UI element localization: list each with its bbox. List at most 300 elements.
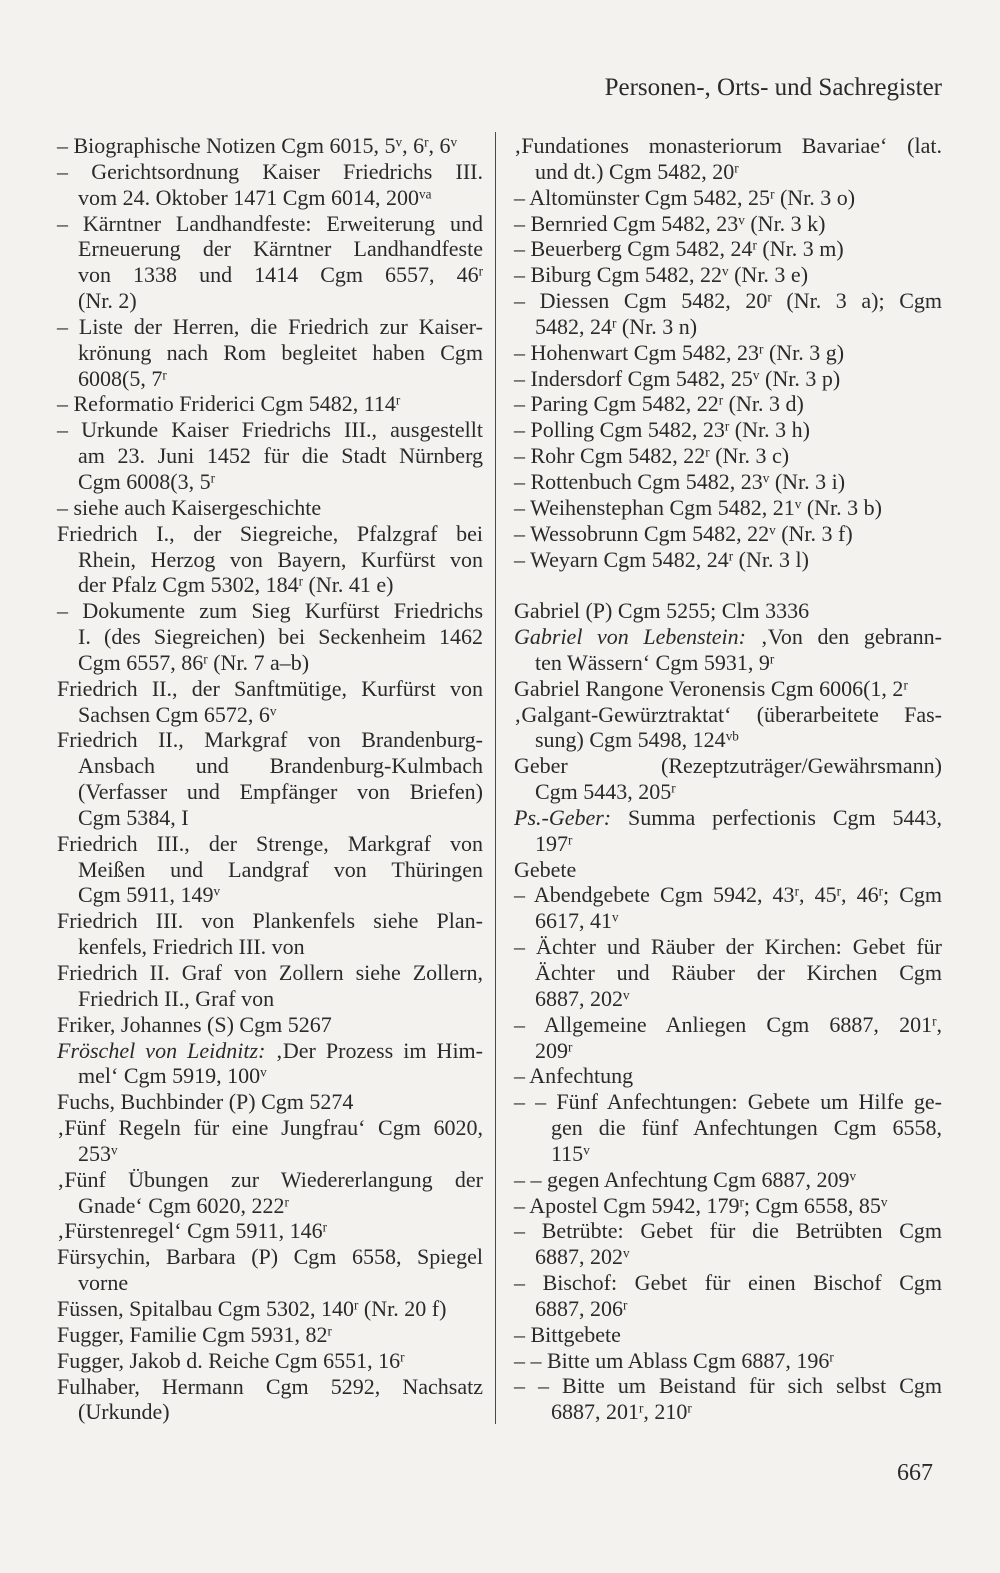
- line-text: 6008(5, 7: [78, 365, 163, 391]
- entry-line: [57, 1348, 483, 1374]
- folio-superscript: v: [450, 134, 458, 150]
- folio-superscript: r: [478, 263, 483, 279]
- line-text: ,: [936, 1011, 942, 1037]
- entry-line: [514, 211, 942, 237]
- line-text: ‚Fünf Regeln für eine Jungfrau‘ Cgm 6020,: [57, 1115, 483, 1141]
- line-text: (Nr. 3 l): [733, 546, 809, 572]
- line-text: – Bittgebete: [514, 1321, 621, 1347]
- entry-line: [514, 650, 942, 676]
- line-text: – Allgemeine Anliegen Cgm 6887, 201: [514, 1011, 933, 1037]
- entry-line: [514, 495, 942, 521]
- folio-superscript: r: [395, 392, 401, 408]
- entry-line: [57, 960, 483, 986]
- index-entry: [514, 133, 942, 185]
- folio-superscript: r: [671, 780, 676, 796]
- line-text: gen die fünf Anfechtungen Cgm 6558,: [551, 1115, 942, 1141]
- entry-line: [514, 262, 942, 288]
- line-text: Summa perfectionis Cgm 5443,: [611, 804, 942, 830]
- line-text: Sachsen Cgm 6572, 6: [78, 701, 270, 727]
- entry-line: [514, 1399, 942, 1425]
- entry-line: [514, 1348, 942, 1374]
- folio-superscript: v: [612, 909, 619, 925]
- line-text: (Nr. 3 g): [763, 339, 845, 365]
- folio-superscript: r: [728, 547, 734, 563]
- entry-line: [514, 417, 942, 443]
- index-subentry: [514, 1063, 942, 1089]
- entry-line: [514, 1193, 942, 1219]
- line-text: – Hohenwart Cgm 5482, 23: [514, 339, 760, 365]
- line-text: Füssen, Spitalbau Cgm 5302, 140: [57, 1295, 355, 1321]
- entry-line: [57, 702, 483, 728]
- index-entry: [514, 805, 942, 857]
- index-column-left: [57, 133, 483, 1425]
- line-text: I. (des Siegreichen) bei Seckenheim 1462: [78, 624, 483, 650]
- line-text: (Nr. 2): [78, 288, 137, 314]
- line-text: – Diessen Cgm 5482, 20: [514, 288, 768, 314]
- entry-line: [57, 366, 483, 392]
- index-subentry: [514, 547, 942, 573]
- line-text: Friker, Johannes (S) Cgm 5267: [57, 1011, 332, 1037]
- line-text: 6617, 41: [535, 908, 612, 934]
- entry-line: [57, 185, 483, 211]
- entry-line: [57, 986, 483, 1012]
- entry-line: [57, 236, 483, 262]
- folio-superscript: v: [213, 883, 221, 899]
- index-subentry: [514, 934, 942, 1012]
- folio-superscript: r: [298, 573, 303, 589]
- entry-line: [514, 1012, 942, 1038]
- index-entry: [57, 831, 483, 909]
- line-text: Friedrich II., Graf von: [78, 985, 275, 1011]
- index-subentry: [514, 391, 942, 417]
- index-entry: [57, 960, 483, 1012]
- entry-line: [514, 521, 942, 547]
- entry-line: [514, 469, 942, 495]
- index-subentry: [514, 469, 942, 495]
- line-text: sung) Cgm 5498, 124: [535, 727, 726, 753]
- entry-line: [514, 1218, 942, 1244]
- entry-line: [57, 1141, 483, 1167]
- entry-line: [514, 702, 942, 728]
- line-text: Erneuerung der Kärntner Landhandfeste: [78, 236, 483, 262]
- index-entry: [514, 598, 942, 624]
- entry-line: [57, 753, 483, 779]
- line-text: ‚Fundationes monasteriorum Bavariae‘ (lat.: [514, 133, 942, 158]
- entry-line: [514, 159, 942, 185]
- line-text: , 210: [643, 1399, 688, 1425]
- line-text: – Weihenstephan Cgm 5482, 21: [514, 494, 795, 520]
- folio-superscript: r: [903, 677, 908, 693]
- line-text: (Nr. 3 o): [774, 184, 856, 210]
- line-text: , 6: [402, 133, 425, 158]
- line-text: Ansbach und Brandenburg-Kulmbach: [78, 753, 483, 779]
- folio-superscript: r: [568, 832, 573, 848]
- entry-line: [57, 547, 483, 573]
- entry-line: [57, 1167, 483, 1193]
- entry-line: [514, 1322, 942, 1348]
- entry-line: [57, 1063, 483, 1089]
- entry-line: [57, 1038, 483, 1064]
- line-text: Meißen und Landgraf von Thüringen: [78, 856, 483, 882]
- entry-line: [57, 831, 483, 857]
- line-text: – Ächter und Räuber der Kirchen: Gebet für: [514, 934, 942, 960]
- line-text: der Pfalz Cgm 5302, 184: [78, 572, 299, 598]
- line-text: – Bischof: Gebet für einen Bischof Cgm: [514, 1270, 942, 1296]
- index-subentry: [514, 443, 942, 469]
- entry-line: [57, 727, 483, 753]
- column-divider: [495, 132, 496, 1424]
- line-text: vom 24. Oktober 1471 Cgm 6014, 200: [78, 184, 419, 210]
- entry-line: [57, 1193, 483, 1219]
- line-text: Friedrich III. von Plankenfels siehe Plan-: [57, 908, 483, 934]
- index-subentry: [57, 417, 483, 495]
- folio-superscript: va: [419, 186, 432, 202]
- line-text: ‚Der Prozess im Him-: [265, 1037, 483, 1063]
- line-text: , 46: [840, 882, 879, 908]
- folio-superscript: r: [739, 1193, 744, 1209]
- line-text: – Reformatio Friderici Cgm 5482, 114: [57, 391, 396, 417]
- line-text: (Nr. 3 d): [723, 391, 804, 417]
- index-entry: [57, 1089, 483, 1115]
- line-text: 5482, 24: [535, 313, 612, 339]
- line-text: Gabriel Rangone Veronensis Cgm 6006(1, 2: [514, 675, 904, 701]
- entry-line: [514, 598, 942, 624]
- line-text: Ächter und Räuber der Kirchen Cgm: [535, 959, 942, 985]
- folio-superscript: v: [794, 496, 802, 512]
- entry-line: [57, 598, 483, 624]
- entry-line: [57, 572, 483, 598]
- entry-line: [514, 779, 942, 805]
- index-entry: [57, 727, 483, 830]
- entry-line: [514, 443, 942, 469]
- line-text: 197: [535, 830, 568, 856]
- line-text: Gnade‘ Cgm 6020, 222: [78, 1192, 285, 1218]
- line-text: Friedrich II., der Sanftmütige, Kurfürst von: [57, 675, 483, 701]
- index-subentry: [514, 185, 942, 211]
- line-text: – Weyarn Cgm 5482, 24: [514, 546, 729, 572]
- entry-line: [57, 934, 483, 960]
- line-text: – siehe auch Kaisergeschichte: [57, 494, 322, 520]
- index-subentry: [57, 159, 483, 211]
- line-text: – Apostel Cgm 5942, 179: [514, 1192, 740, 1218]
- folio-superscript: r: [829, 1349, 834, 1365]
- folio-superscript: v: [738, 211, 745, 227]
- entry-line: [57, 1296, 483, 1322]
- entry-line: [514, 1296, 942, 1322]
- folio-superscript: r: [623, 1297, 628, 1313]
- index-entry: [57, 1038, 483, 1090]
- folio-superscript: v: [583, 1142, 590, 1158]
- line-text: – Abendgebete Cgm 5942, 43: [514, 882, 795, 908]
- index-subentry: [514, 211, 942, 237]
- line-text: Cgm 5384, I: [78, 804, 189, 830]
- running-head: Personen-, Orts- und Sachregister: [604, 74, 942, 101]
- entry-line: [57, 1115, 483, 1141]
- line-text: Geber (Rezeptzuträger/Gewährsmann): [514, 753, 942, 779]
- entry-line: [57, 676, 483, 702]
- line-text: – – Fünf Anfechtungen: Gebete um Hilfe ge-: [514, 1089, 942, 1115]
- folio-superscript: r: [752, 237, 757, 253]
- index-entry: [57, 1296, 483, 1322]
- entry-line: [57, 1244, 483, 1270]
- folio-superscript: r: [568, 1038, 573, 1054]
- folio-superscript: r: [284, 1194, 289, 1209]
- entry-line: [57, 340, 483, 366]
- line-text: ‚Fürstenregel‘ Cgm 5911, 146: [57, 1218, 323, 1244]
- folio-superscript: v: [269, 702, 277, 718]
- line-text: Rhein, Herzog von Bayern, Kurfürst von: [78, 546, 483, 572]
- line-text: (Nr. 7 a–b): [207, 649, 310, 675]
- line-text: Fulhaber, Hermann Cgm 5292, Nachsatz: [57, 1373, 483, 1399]
- entry-line: [57, 314, 483, 340]
- folio-superscript: r: [162, 367, 167, 382]
- line-text: , 6: [428, 133, 451, 158]
- entry-line: [514, 624, 942, 650]
- line-text: (Nr. 3 k): [744, 210, 826, 236]
- index-subentry: [57, 211, 483, 314]
- folio-superscript: r: [718, 392, 724, 408]
- index-entry: [57, 521, 483, 599]
- folio-superscript: v: [623, 1245, 630, 1261]
- entry-line: [514, 986, 942, 1012]
- index-subentry: [514, 1322, 942, 1348]
- line-text: – Dokumente zum Sieg Kurfürst Friedrichs: [57, 598, 483, 624]
- folio-superscript: r: [424, 134, 429, 150]
- letter-group: [514, 133, 942, 572]
- line-text: – Indersdorf Cgm 5482, 25: [514, 365, 753, 391]
- entry-line: [514, 1373, 942, 1399]
- entry-line: [514, 314, 942, 340]
- entry-line: [57, 521, 483, 547]
- index-subentry: [514, 366, 942, 392]
- line-text: – Anfechtung: [514, 1063, 634, 1089]
- folio-superscript: v: [722, 263, 729, 279]
- index-entry: [57, 908, 483, 960]
- line-text: 115: [551, 1140, 584, 1166]
- entry-line: [57, 262, 483, 288]
- line-text: – Biographische Notizen Cgm 6015, 5: [57, 133, 396, 158]
- entry-line: [57, 495, 483, 521]
- entry-line: [57, 211, 483, 237]
- line-text: (Nr. 3 h): [729, 417, 810, 443]
- line-text: – Betrübte: Gebet für die Betrübten Cgm: [514, 1218, 942, 1244]
- index-entry: [57, 1244, 483, 1296]
- entry-line: [514, 908, 942, 934]
- entry-line: [514, 366, 942, 392]
- index-subentry: [514, 1270, 942, 1322]
- entry-line: [514, 1063, 942, 1089]
- entry-line: [514, 1167, 942, 1193]
- index-subentry: [514, 340, 942, 366]
- line-text: (Nr. 3 p): [759, 365, 841, 391]
- line-text: (Nr. 3 m): [756, 236, 844, 262]
- line-text: (Nr. 3 i): [769, 468, 846, 494]
- entry-line: [57, 624, 483, 650]
- line-text: – Polling Cgm 5482, 23: [514, 417, 725, 443]
- folio-superscript: v: [623, 987, 630, 1003]
- line-text: Friedrich III., der Strenge, Markgraf von: [57, 830, 483, 856]
- folio-superscript: r: [705, 444, 710, 460]
- line-text: – Rottenbuch Cgm 5482, 23: [514, 468, 763, 494]
- line-text: (Nr. 3 n): [616, 313, 698, 339]
- letter-group: [514, 598, 942, 1425]
- entry-line: [514, 340, 942, 366]
- folio-superscript: v: [849, 1168, 857, 1184]
- index-column-right: [514, 133, 942, 1425]
- index-entry: [57, 1012, 483, 1038]
- index-entry: [57, 1115, 483, 1167]
- folio-superscript: v: [395, 134, 403, 150]
- index-subentry: [514, 1218, 942, 1270]
- folio-superscript: r: [203, 651, 208, 667]
- line-text: und dt.) Cgm 5482, 20: [535, 158, 735, 184]
- entry-line: [57, 882, 483, 908]
- folio-superscript: vb: [725, 728, 739, 744]
- line-text: – Biburg Cgm 5482, 22: [514, 262, 723, 288]
- entry-line: [57, 1322, 483, 1348]
- line-text: , 45: [798, 882, 837, 908]
- entry-line: [514, 391, 942, 417]
- index-subentry: [514, 1348, 942, 1374]
- page-number: 667: [897, 1460, 933, 1486]
- letter-group: [57, 133, 483, 1425]
- index-subentry: [57, 133, 483, 159]
- entry-line: [57, 1270, 483, 1296]
- folio-superscript: v: [752, 367, 760, 382]
- entry-line: [514, 1115, 942, 1141]
- line-text: – Liste der Herren, die Friedrich zur Kaiser-: [57, 313, 483, 339]
- line-text: Friedrich II. Graf von Zollern siehe Zollern,: [57, 960, 483, 985]
- line-text: – Wessobrunn Cgm 5482, 22: [514, 520, 770, 546]
- line-text: ‚Galgant-Gewürztraktat‘ (überarbeitete Fas-: [514, 701, 942, 727]
- line-text: Fürsychin, Barbara (P) Cgm 6558, Spiegel: [57, 1244, 483, 1270]
- folio-superscript: v: [762, 470, 770, 486]
- index-entry: [57, 676, 483, 728]
- index-subentry: [57, 391, 483, 417]
- entry-line: [57, 1374, 483, 1400]
- folio-superscript: r: [836, 883, 841, 899]
- index-subentry: [514, 262, 942, 288]
- line-text: – – gegen Anfechtung Cgm 6887, 209: [514, 1166, 850, 1192]
- folio-superscript: r: [327, 1323, 332, 1339]
- folio-superscript: r: [354, 1297, 359, 1313]
- line-text: – Kärntner Landhandfeste: Erweiterung und: [57, 210, 483, 236]
- line-text: Cgm 5443, 205: [535, 779, 672, 805]
- italic-name: Gabriel von Lebenstein:: [514, 624, 746, 650]
- entry-line: [57, 288, 483, 314]
- italic-name: Ps.-Geber:: [514, 804, 612, 830]
- folio-superscript: v: [880, 1193, 888, 1209]
- line-text: (Nr. 3 a); Cgm: [771, 288, 942, 314]
- line-text: 253: [78, 1140, 111, 1166]
- entry-line: [57, 779, 483, 805]
- entry-line: [514, 133, 942, 159]
- line-text: 6887, 202: [535, 1244, 623, 1270]
- entry-line: [57, 391, 483, 417]
- index-entry: [57, 1348, 483, 1374]
- index-subentry: [514, 1167, 942, 1193]
- line-text: ‚Fünf Übungen zur Wiedererlangung der: [57, 1166, 483, 1192]
- line-text: Fuchs, Buchbinder (P) Cgm 5274: [57, 1089, 354, 1115]
- line-text: (Nr. 3 e): [728, 262, 809, 288]
- index-entry: [514, 753, 942, 805]
- line-text: am 23. Juni 1452 für die Stadt Nürnberg: [78, 443, 483, 469]
- entry-line: [514, 1089, 942, 1115]
- entry-line: [57, 159, 483, 185]
- entry-line: [514, 1244, 942, 1270]
- line-text: Fugger, Jakob d. Reiche Cgm 6551, 16: [57, 1347, 401, 1373]
- index-subentry: [514, 417, 942, 443]
- line-text: vorne: [78, 1270, 129, 1296]
- entry-line: [514, 934, 942, 960]
- index-subentry: [514, 288, 942, 340]
- folio-superscript: r: [639, 1400, 644, 1416]
- folio-superscript: r: [724, 418, 730, 434]
- line-text: (Nr. 3 f): [775, 520, 853, 546]
- entry-line: [514, 185, 942, 211]
- line-text: – Beuerberg Cgm 5482, 24: [514, 236, 753, 262]
- entry-line: [57, 133, 483, 159]
- line-text: (Nr. 3 b): [801, 494, 882, 520]
- line-text: kenfels, Friedrich III. von: [78, 934, 305, 960]
- line-text: – – Bitte um Ablass Cgm 6887, 196: [514, 1347, 830, 1373]
- entry-line: [57, 1089, 483, 1115]
- index-subentry: [57, 495, 483, 521]
- index-subentry: [514, 1193, 942, 1219]
- entry-line: [514, 288, 942, 314]
- index-entry: [514, 857, 942, 883]
- line-text: Cgm 6557, 86: [78, 649, 204, 675]
- entry-line: [514, 882, 942, 908]
- index-subentry: [514, 882, 942, 934]
- entry-line: [514, 960, 942, 986]
- folio-superscript: r: [759, 341, 764, 357]
- entry-line: [57, 417, 483, 443]
- folio-superscript: r: [794, 883, 799, 899]
- folio-superscript: v: [111, 1142, 118, 1158]
- line-text: ten Wässern‘ Cgm 5931, 9: [535, 649, 770, 675]
- line-text: – – Bitte um Beistand für sich selbst Cgm: [514, 1373, 942, 1399]
- line-text: 6887, 201: [551, 1399, 639, 1425]
- entry-line: [514, 676, 942, 702]
- index-subentry: [514, 1012, 942, 1064]
- entry-line: [514, 1141, 942, 1167]
- line-text: mel‘ Cgm 5919, 100: [78, 1063, 261, 1089]
- index-entry: [514, 676, 942, 702]
- line-text: Friedrich II., Markgraf von Brandenburg-: [57, 727, 483, 753]
- line-text: – Paring Cgm 5482, 22: [514, 391, 719, 417]
- line-text: von 1338 und 1414 Cgm 6557, 46: [78, 262, 479, 288]
- folio-superscript: r: [769, 651, 775, 667]
- entry-line: [514, 753, 942, 779]
- folio-superscript: r: [210, 470, 216, 486]
- line-text: (Nr. 41 e): [303, 572, 394, 598]
- entry-line: [514, 236, 942, 262]
- folio-superscript: r: [734, 160, 739, 176]
- line-text: 209: [535, 1037, 568, 1063]
- index-subentry: [57, 314, 483, 392]
- line-text: – Altomünster Cgm 5482, 25: [514, 184, 771, 210]
- line-text: (Nr. 3 c): [709, 443, 790, 469]
- folio-superscript: r: [322, 1219, 327, 1235]
- folio-superscript: r: [687, 1400, 692, 1416]
- index-subentry: [514, 1373, 942, 1425]
- entry-line: [57, 443, 483, 469]
- line-text: Friedrich I., der Siegreiche, Pfalzgraf bei: [57, 520, 483, 546]
- entry-line: [514, 805, 942, 831]
- folio-superscript: r: [878, 883, 883, 899]
- entry-line: [57, 650, 483, 676]
